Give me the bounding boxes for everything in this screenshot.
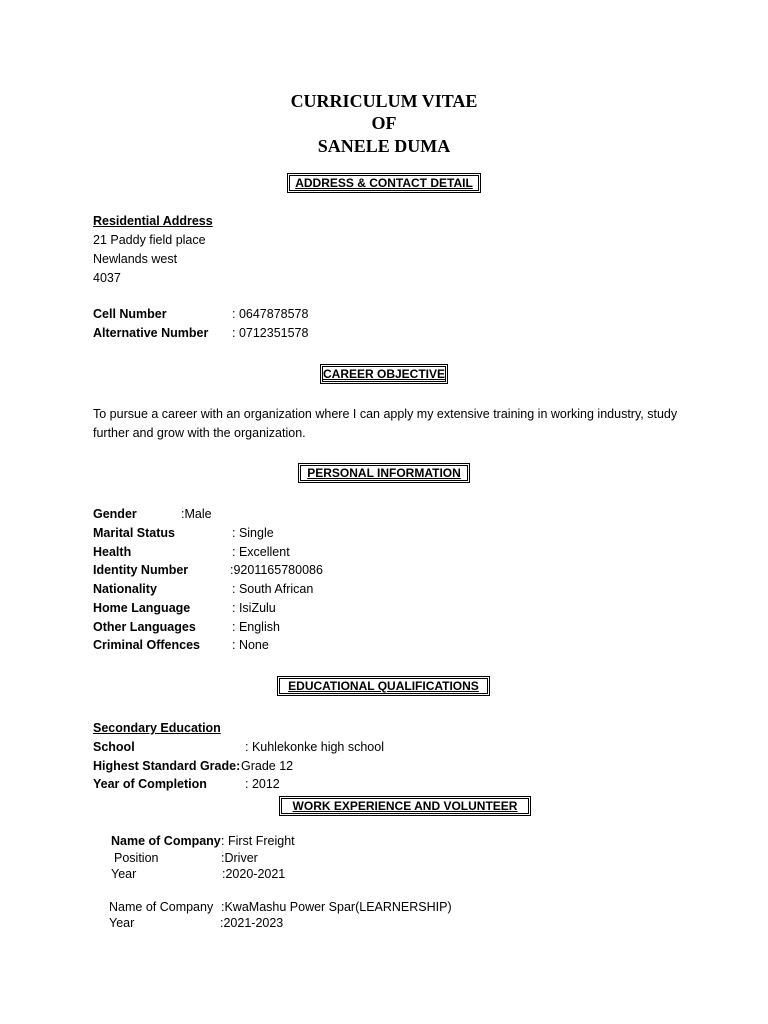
health-value: : Excellent xyxy=(232,545,290,559)
job2-company-value: :KwaMashu Power Spar(LEARNERSHIP) xyxy=(221,900,452,914)
job1-company-label: Name of Company xyxy=(111,834,221,848)
highest-grade-label: Highest Standard Grade: xyxy=(93,759,241,773)
cv-title-name: SANELE DUMA xyxy=(317,136,451,156)
home-language-label: Home Language xyxy=(93,601,191,615)
address-line-1: 21 Paddy field place xyxy=(93,233,206,247)
job2-year-label: Year xyxy=(109,916,135,930)
criminal-offences-value: : None xyxy=(232,638,269,652)
marital-status-label: Marital Status xyxy=(93,526,175,540)
gender-label: Gender xyxy=(93,507,137,521)
identity-number-value: :9201165780086 xyxy=(230,563,323,577)
marital-status-value: : Single xyxy=(232,526,274,540)
gender-value: :Male xyxy=(181,507,212,521)
alternative-number-value: : 0712351578 xyxy=(232,326,309,340)
educational-qualifications-heading: EDUCATIONAL QUALIFICATIONS xyxy=(277,676,490,696)
home-language-value: : IsiZulu xyxy=(232,601,276,615)
school-label: School xyxy=(93,740,135,754)
year-of-completion-value: : 2012 xyxy=(245,777,280,791)
identity-number-label: Identity Number xyxy=(93,563,189,577)
address-line-3: 4037 xyxy=(93,271,121,285)
secondary-education-label: Secondary Education xyxy=(93,721,221,735)
cv-title-line2: OF xyxy=(371,113,397,133)
job1-year-label: Year xyxy=(111,867,137,881)
other-languages-value: : English xyxy=(232,620,280,634)
job1-year-value: :2020-2021 xyxy=(222,867,286,881)
cell-number-label: Cell Number xyxy=(93,307,167,321)
other-languages-label: Other Languages xyxy=(93,620,196,634)
school-value: : Kuhlekonke high school xyxy=(245,740,384,754)
job2-year-value: :2021-2023 xyxy=(220,916,284,930)
personal-information-heading: PERSONAL INFORMATION xyxy=(298,463,470,483)
career-objective-text: To pursue a career with an organization where I can apply my extensive training in working industry, study further and grow with the organization. xyxy=(93,407,678,440)
address-section-heading: ADDRESS & CONTACT DETAIL xyxy=(287,173,481,193)
job1-position-value: :Driver xyxy=(221,851,258,865)
nationality-value: : South African xyxy=(232,582,314,596)
address-line-2: Newlands west xyxy=(93,252,178,266)
criminal-offences-label: Criminal Offences xyxy=(93,638,200,652)
job1-position-label: Position xyxy=(114,851,159,865)
highest-grade-value: Grade 12 xyxy=(241,759,294,773)
cell-number-value: : 0647878578 xyxy=(232,307,309,321)
job2-company-label: Name of Company xyxy=(109,900,214,914)
year-of-completion-label: Year of Completion xyxy=(93,777,207,791)
nationality-label: Nationality xyxy=(93,582,157,596)
career-objective-heading: CAREER OBJECTIVE xyxy=(320,364,448,384)
work-experience-heading: WORK EXPERIENCE AND VOLUNTEER xyxy=(279,796,531,816)
alternative-number-label: Alternative Number xyxy=(93,326,209,340)
cv-title-line1: CURRICULUM VITAE xyxy=(290,91,478,111)
job1-company-value: : First Freight xyxy=(221,834,295,848)
health-label: Health xyxy=(93,545,132,559)
residential-address-label: Residential Address xyxy=(93,214,213,228)
